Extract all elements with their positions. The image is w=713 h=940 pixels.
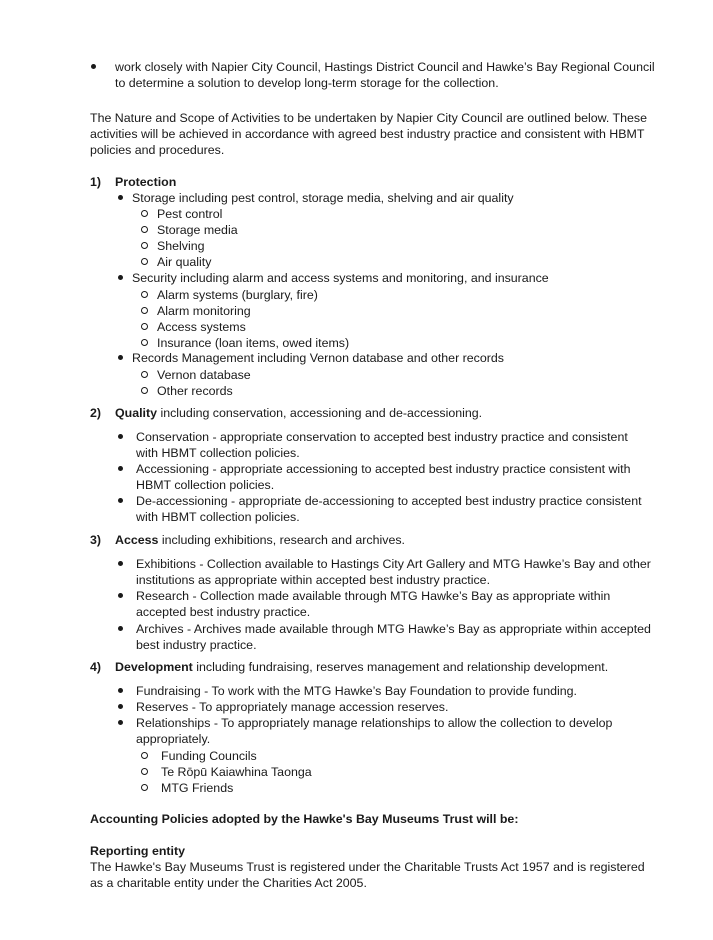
circle-marker [141, 226, 148, 233]
circle-marker [141, 291, 148, 298]
accounting-policies-heading: Accounting Policies adopted by the Hawke's Bay Museums Trust will be: [90, 812, 519, 826]
bullet-marker [118, 704, 123, 709]
list-item: Pest control [157, 207, 223, 221]
access-bullet-research-2: accepted best industry practice. [136, 605, 311, 619]
list-item: Alarm monitoring [157, 304, 251, 318]
list-item: Shelving [157, 239, 205, 253]
reporting-entity-line-1: The Hawke's Bay Museums Trust is registered under the Charitable Trusts Act 1957 and is registered [90, 860, 645, 874]
circle-marker [141, 339, 148, 346]
bullet-marker [118, 275, 123, 280]
access-bullet-exhibitions-1: Exhibitions - Collection available to Hastings City Art Gallery and MTG Hawke’s Bay and other [136, 557, 651, 571]
nature-paragraph-line-3: policies and procedures. [90, 143, 225, 157]
circle-marker [141, 752, 148, 759]
quality-bullet-conservation-2: with HBMT collection policies. [136, 446, 300, 460]
list-item: Other records [157, 384, 233, 398]
access-bullet-archives-2: best industry practice. [136, 638, 257, 652]
bullet-marker [118, 688, 123, 693]
list-item: Vernon database [157, 368, 251, 382]
section-rest-quality: including conservation, accessioning and de-accessioning. [157, 406, 483, 420]
access-bullet-exhibitions-2: institutions as appropriate within accepted best industry practice. [136, 573, 491, 587]
bullet-marker [118, 561, 123, 566]
circle-marker [141, 784, 148, 791]
quality-bullet-accessioning-2: HBMT collection policies. [136, 478, 275, 492]
section-title-development: Development [115, 660, 193, 674]
circle-marker [141, 387, 148, 394]
bullet-marker [118, 466, 123, 471]
intro-bullet-line-2: to determine a solution to develop long-term storage for the collection. [115, 76, 499, 90]
list-item: Access systems [157, 320, 246, 334]
reporting-entity-line-2: as a charitable entity under the Charities Act 2005. [90, 876, 367, 890]
section-number-quality: 2) [90, 406, 102, 420]
section-title-quality: Quality [115, 406, 157, 420]
circle-marker [141, 768, 148, 775]
bullet-marker [118, 498, 123, 503]
access-bullet-research-1: Research - Collection made available through MTG Hawke’s Bay as appropriate within [136, 589, 611, 603]
bullet-marker [118, 626, 123, 631]
circle-marker [141, 371, 148, 378]
list-item: Air quality [157, 255, 212, 269]
bullet-marker [118, 355, 123, 360]
quality-bullet-conservation-1: Conservation - appropriate conservation to accepted best industry practice and consistent [136, 430, 628, 444]
list-item: Funding Councils [161, 749, 257, 763]
bullet-marker [91, 64, 96, 69]
quality-bullet-accessioning-1: Accessioning - appropriate accessioning to accepted best industry practice consistent with [136, 462, 631, 476]
protection-group-storage: Storage including pest control, storage media, shelving and air quality [132, 191, 514, 205]
list-item: Insurance (loan items, owed items) [157, 336, 350, 350]
development-bullet-reserves: Reserves - To appropriately manage accession reserves. [136, 700, 449, 714]
section-number-access: 3) [90, 533, 102, 547]
quality-bullet-deaccessioning-1: De-accessioning - appropriate de-accessioning to accepted best industry practice consistent [136, 494, 642, 508]
development-bullet-relationships-2: appropriately. [136, 732, 211, 746]
list-item: Te Rōpū Kaiawhina Taonga [161, 765, 312, 779]
section-heading-quality [115, 405, 482, 421]
bullet-marker [118, 593, 123, 598]
section-heading-access [115, 532, 405, 548]
circle-marker [141, 258, 148, 265]
bullet-marker [118, 195, 123, 200]
circle-marker [141, 210, 148, 217]
development-bullet-relationships-1: Relationships - To appropriately manage relationships to allow the collection to develop [136, 716, 613, 730]
nature-paragraph-line-2: activities will be achieved in accordance with agreed best industry practice and consistent with HBMT [90, 127, 645, 141]
bullet-marker [118, 720, 123, 725]
bullet-marker [118, 434, 123, 439]
protection-group-records: Records Management including Vernon database and other records [132, 351, 504, 365]
section-rest-development: including fundraising, reserves management and relationship development. [192, 660, 609, 674]
circle-marker [141, 242, 148, 249]
reporting-entity-heading: Reporting entity [90, 844, 185, 858]
section-number-development: 4) [90, 660, 102, 674]
circle-marker [141, 323, 148, 330]
section-title-protection: Protection [115, 175, 177, 189]
list-item: MTG Friends [161, 781, 234, 795]
circle-marker [141, 307, 148, 314]
intro-bullet-line-1: work closely with Napier City Council, Hastings District Council and Hawke’s Bay Regional Council [115, 60, 655, 74]
section-number-protection: 1) [90, 175, 102, 189]
quality-bullet-deaccessioning-2: with HBMT collection policies. [136, 510, 300, 524]
nature-paragraph-line-1: The Nature and Scope of Activities to be undertaken by Napier City Council are outlined below. These [90, 111, 647, 125]
development-bullet-fundraising: Fundraising - To work with the MTG Hawke’s Bay Foundation to provide funding. [136, 684, 578, 698]
section-title-access: Access [115, 533, 159, 547]
list-item: Storage media [157, 223, 238, 237]
section-rest-access: including exhibitions, research and archives. [158, 533, 405, 547]
access-bullet-archives-1: Archives - Archives made available through MTG Hawke’s Bay as appropriate within accepted [136, 622, 651, 636]
list-item: Alarm systems (burglary, fire) [157, 288, 318, 302]
section-heading-development [115, 659, 608, 675]
protection-group-security: Security including alarm and access systems and monitoring, and insurance [132, 271, 549, 285]
